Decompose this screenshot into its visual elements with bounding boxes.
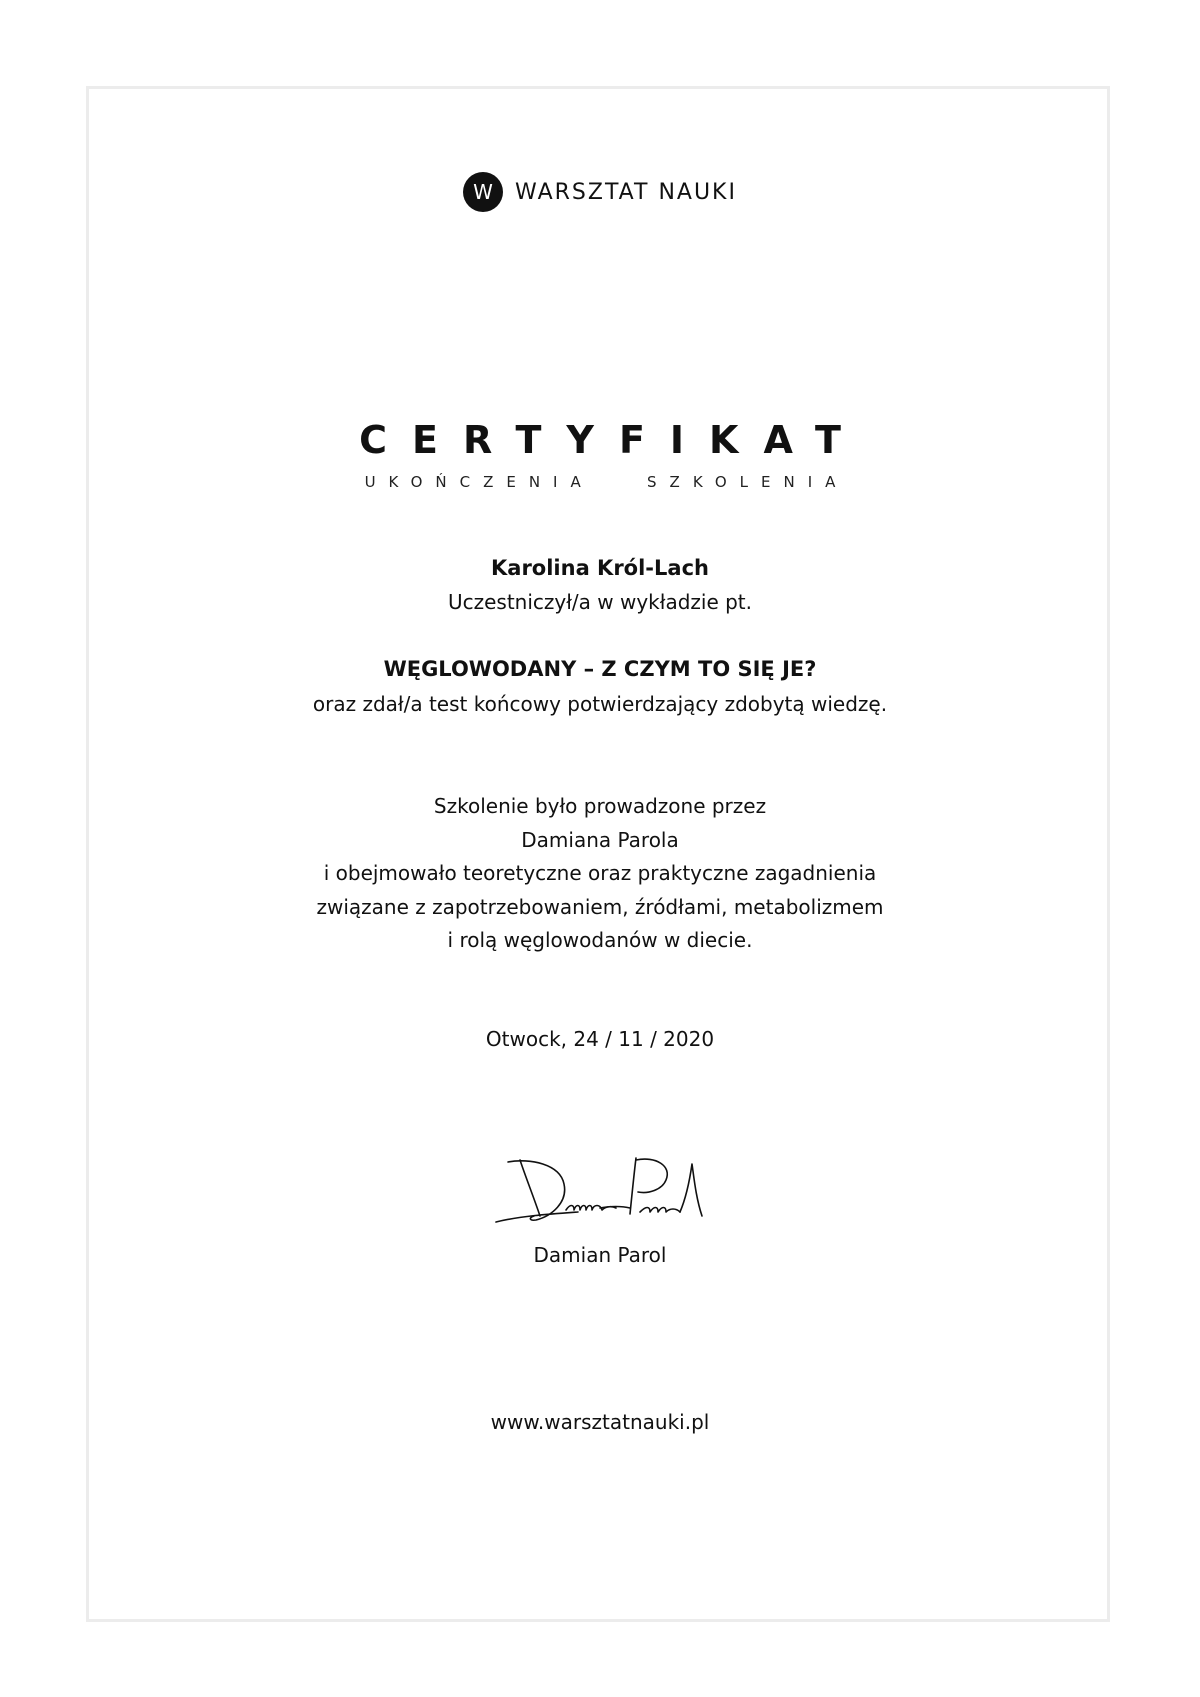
place-and-date: Otwock, 24 / 11 / 2020 — [485, 1027, 715, 1051]
certificate-title: CERTYFIKAT — [359, 418, 866, 462]
logo-w-icon: W — [463, 172, 503, 212]
passed-text: oraz zdał/a test końcowy potwierdzający zdobytą wiedzę. — [312, 692, 888, 716]
description-line: Szkolenie było prowadzone przez — [433, 794, 767, 818]
participated-text: Uczestniczył/a w wykładzie pt. — [447, 590, 753, 614]
signer-name: Damian Parol — [533, 1243, 667, 1267]
certificate-subtitle: UKOŃCZENIA SZKOLENIA — [364, 473, 849, 491]
description-line: Damiana Parola — [521, 827, 679, 852]
lecture-title: WĘGLOWODANY – Z CZYM TO SIĘ JE? — [383, 657, 817, 681]
description-line: związane z zapotrzebowaniem, źródłami, metabolizmem — [316, 894, 884, 919]
training-description — [0, 790, 1200, 958]
description-line: i rolą węglowodanów w diecie. — [447, 928, 753, 952]
brand-logo — [0, 172, 1200, 212]
website-link[interactable]: www.warsztatnauki.pl — [490, 1410, 710, 1434]
handwritten-signature — [490, 1150, 720, 1230]
brand-name: WARSZTAT NAUKI — [515, 179, 737, 205]
description-line: i obejmowało teoretyczne oraz praktyczne zagadnienia — [323, 861, 877, 885]
participant-name: Karolina Król-Lach — [491, 556, 709, 580]
